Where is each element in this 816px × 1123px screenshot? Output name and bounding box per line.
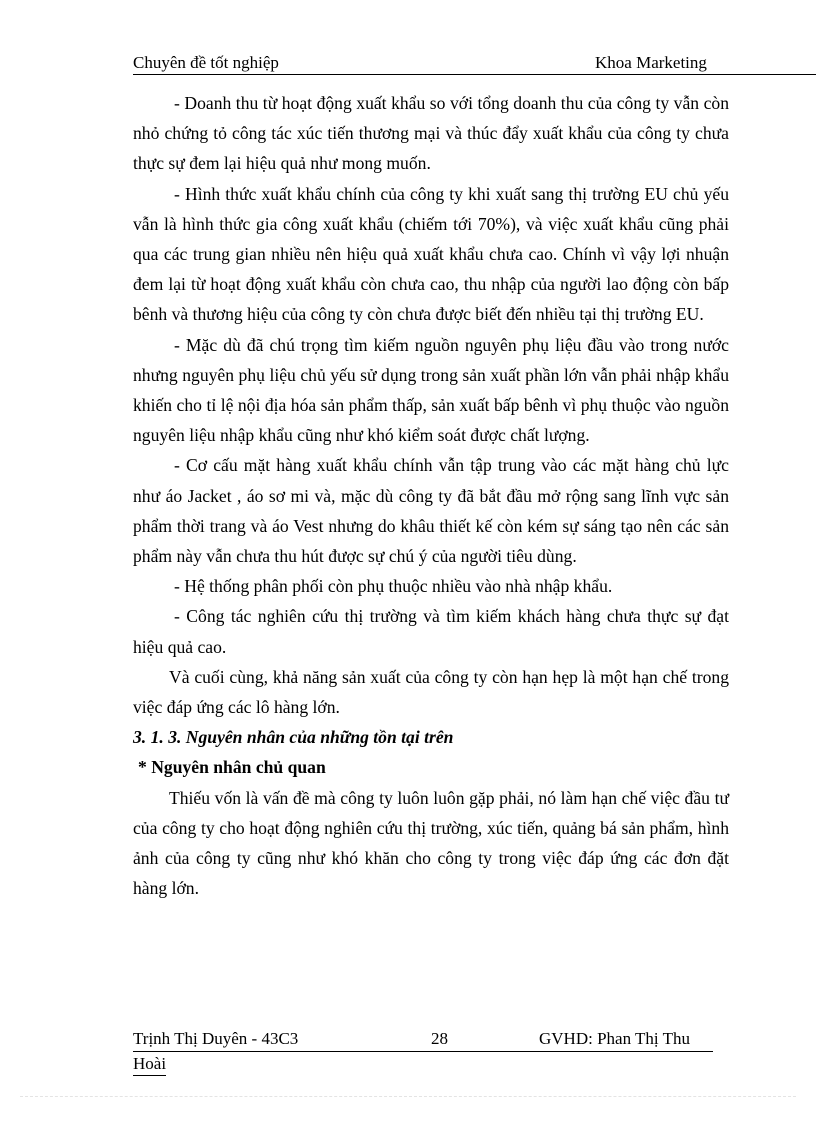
- section-heading: 3. 1. 3. Nguyên nhân của những tồn tại trên: [133, 727, 454, 748]
- paragraph-market-research: - Công tác nghiên cứu thị trường và tìm kiếm khách hàng chưa thực sự đạt hiệu quả cao.: [133, 606, 729, 657]
- paragraph-capital: Thiếu vốn là vấn đề mà công ty luôn luôn gặp phải, nó làm hạn chế việc đầu tư của công ty cho hoạt động nghiên cứu thị trường, xúc tiến, quảng bá sản phẩm, hình ảnh của công ty cũng như khó khăn cho công ty trong việc đáp ứng các đơn đặt hàng lớn.: [133, 787, 729, 899]
- footer-advisor: GVHD: Phan Thị Thu: [539, 1029, 690, 1048]
- paragraph-revenue: - Doanh thu từ hoạt động xuất khẩu so với tổng doanh thu của công ty vẫn còn nhỏ chứng tỏ công tác xúc tiến thương mại và thúc đẩy xuất khẩu của công ty chưa thực sự đem lại hiệu quả như mong muốn.: [133, 93, 729, 174]
- footer-row: [133, 1027, 713, 1052]
- page-header: [133, 52, 816, 75]
- paragraph-product-structure: - Cơ cấu mặt hàng xuất khẩu chính vẫn tập trung vào các mặt hàng chủ lực như áo Jacket , áo sơ mi và, mặc dù công ty đã bắt đầu mở rộng sang lĩnh vực sản phẩm thời trang và áo Vest nhưng do khâu thiết kế còn kém sự sáng tạo nên các sản phẩm này vẫn chưa thu hút được sự chú ý của người tiêu dùng.: [133, 455, 729, 567]
- paragraph-distribution: - Hệ thống phân phối còn phụ thuộc nhiều vào nhà nhập khẩu.: [174, 576, 613, 597]
- paragraph-export-form: - Hình thức xuất khẩu chính của công ty khi xuất sang thị trường EU chủ yếu vẫn là hình thức gia công xuất khẩu (chiếm tới 70%), và việc xuất khẩu cũng phải qua các trung gian nhiều nên hiệu quả xuất khẩu chưa cao. Chính vì vậy lợi nhuận đem lại từ hoạt động xuất khẩu còn chưa cao, thu nhập của người lao động còn bấp bênh và thương hiệu của công ty còn chưa được biết đến nhiều tại thị trường EU.: [133, 183, 729, 325]
- header-title: Chuyên đề tốt nghiệp: [133, 53, 279, 72]
- paragraph-capacity: Và cuối cùng, khả năng sản xuất của công ty còn hạn hẹp là một hạn chế trong việc đáp ứng các lô hàng lớn.: [133, 666, 729, 718]
- footer-advisor-continuation: Hoài: [133, 1053, 166, 1076]
- paragraph-materials: - Mặc dù đã chú trọng tìm kiếm nguồn nguyên phụ liệu đầu vào trong nước nhưng nguyên phụ liệu chủ yếu sử dụng trong sản xuất phần lớn vẫn phải nhập khẩu khiến cho tỉ lệ nội địa hóa sản phẩm thấp, sản xuất bấp bênh vì phụ thuộc vào nguồn nguyên liệu nhập khẩu cũng như khó kiểm soát được chất lượng.: [133, 334, 729, 446]
- page-footer: [133, 1027, 713, 1076]
- footer-author: Trịnh Thị Duyên - 43C3: [133, 1029, 299, 1048]
- page-edge-divider: [20, 1096, 796, 1097]
- header-department: Khoa Marketing: [595, 53, 707, 72]
- page-number: 28: [431, 1029, 448, 1048]
- document-body: [133, 88, 729, 903]
- subsection-heading: * Nguyên nhân chủ quan: [138, 757, 326, 778]
